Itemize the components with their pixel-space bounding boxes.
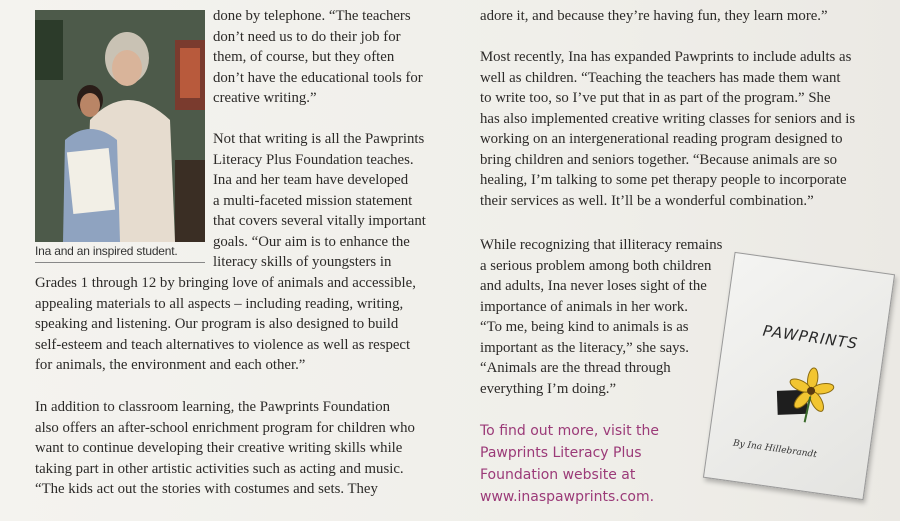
text-line: everything I’m doing.”	[480, 380, 617, 397]
text-line: appealing materials to all aspects – including reading, writing,	[35, 295, 404, 312]
text-line: their services as well. It’ll be a wonderful combination.”	[480, 192, 814, 209]
photo-caption: Ina and an inspired student.	[35, 244, 205, 263]
text-line: important as the literacy,” she says.	[480, 339, 690, 356]
text-line: working on an intergenerational reading program designed to	[480, 131, 843, 147]
text-line: a serious problem among both children	[480, 257, 712, 274]
text-line: healing, I’m talking to some pet therapy people to incorporate	[480, 172, 847, 188]
text-line: don’t have the educational tools for	[213, 69, 423, 86]
text-line: Literacy Plus Foundation teaches.	[213, 151, 414, 168]
text-line: importance of animals in her work.	[480, 298, 688, 315]
paragraph-expansion	[480, 47, 892, 211]
text-line: want to continue developing their creative writing skills while	[35, 440, 403, 456]
text-line: taking part in other artistic activities such as acting and music.	[35, 460, 404, 477]
text-line: “Animals are the thread through	[480, 360, 671, 376]
text-line: a multi-faceted mission statement	[213, 192, 413, 209]
text-line: While recognizing that illiteracy remains	[480, 237, 723, 253]
text-line: them, of course, but they often	[213, 49, 395, 65]
callout-line: Pawprints Literacy Plus	[480, 445, 642, 461]
text-line: goals. “Our aim is to enhance the	[213, 233, 410, 250]
book-author: By Ina Hillebrandt	[732, 438, 818, 461]
text-line: has also implemented creative writing classes for seniors and is	[480, 110, 856, 127]
book-title: PAWPRINTS	[761, 321, 860, 353]
callout-line: To find out more, visit the	[480, 423, 660, 439]
text-line: well as children. “Teaching the teachers has made them want	[480, 69, 841, 86]
text-line: done by telephone. “The teachers	[213, 8, 411, 24]
paragraph-mission-wrap	[213, 129, 453, 273]
paragraph-illiteracy	[480, 235, 752, 399]
text-line: self-esteem and teach alternatives to violence as well as respect	[35, 336, 411, 353]
pawprints-book-cover	[703, 252, 895, 500]
callout-line: Foundation website at	[480, 467, 636, 483]
text-line: that covers several vitally important	[213, 213, 426, 229]
text-line: “The kids act out the stories with costumes and sets. They	[35, 481, 378, 497]
flower-illustration	[772, 360, 840, 433]
paragraph-classroom	[35, 397, 453, 500]
text-line: adore it, and because they’re having fun, they learn more.”	[480, 8, 828, 24]
text-line: and adults, Ina never loses sight of the	[480, 278, 707, 294]
website-link[interactable]: www.inaspawprints.com.	[480, 489, 655, 505]
text-line: Not that writing is all the Pawprints	[213, 131, 425, 147]
photo-ina-and-student	[35, 10, 205, 242]
paragraph-mission-full	[35, 273, 453, 376]
text-line: In addition to classroom learning, the Pawprints Foundation	[35, 399, 391, 415]
paragraph-adore	[480, 6, 892, 27]
text-line: “To me, being kind to animals is as	[480, 319, 689, 335]
text-line: literacy skills of youngsters in	[213, 254, 392, 270]
text-line: Ina and her team have developed	[213, 172, 409, 188]
text-line: to write too, so I’ve put that in as part of the program.” She	[480, 90, 831, 106]
text-line: bring children and seniors together. “Because animals are so	[480, 151, 838, 168]
text-line: creative writing.”	[213, 90, 317, 106]
website-callout	[480, 420, 680, 508]
text-line: don’t need us to do their job for	[213, 28, 401, 45]
text-line: speaking and listening. Our program is also designed to build	[35, 316, 399, 332]
paragraph-telephone	[213, 6, 453, 109]
text-line: also offers an after-school enrichment program for children who	[35, 419, 415, 436]
text-line: Most recently, Ina has expanded Pawprints to include adults as	[480, 49, 852, 65]
text-line: Grades 1 through 12 by bringing love of animals and accessible,	[35, 275, 416, 291]
text-line: for animals, the environment and each other.”	[35, 357, 306, 373]
